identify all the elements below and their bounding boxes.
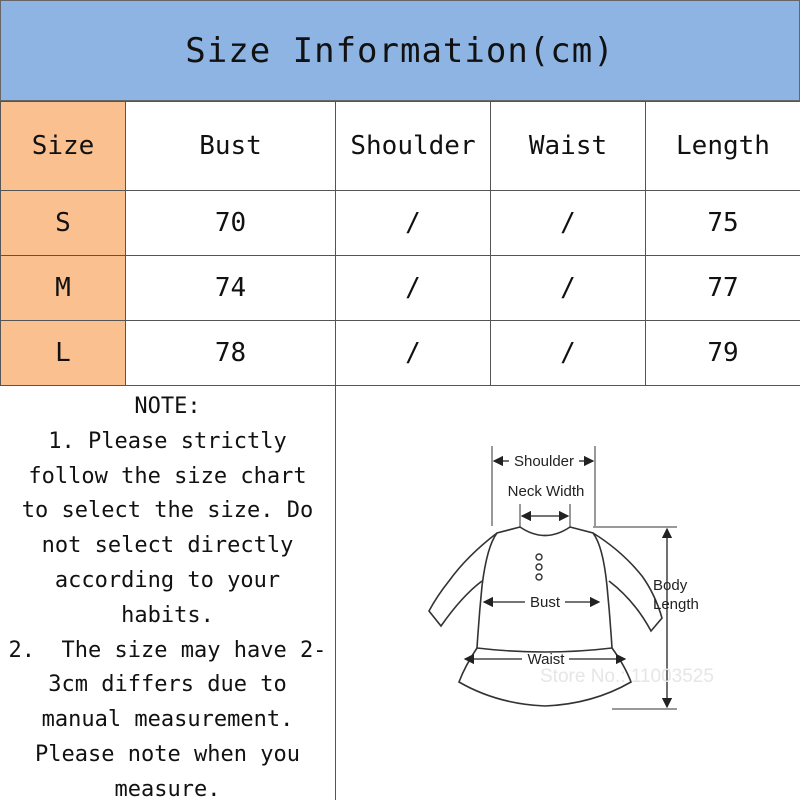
bust-cell: 70 bbox=[126, 191, 336, 256]
waist-cell: / bbox=[491, 321, 646, 386]
note-panel bbox=[0, 386, 336, 800]
size-cell: M bbox=[1, 256, 126, 321]
shoulder-cell: / bbox=[336, 256, 491, 321]
header-length: Length bbox=[646, 102, 800, 191]
note-line: 2. The size may have 2- bbox=[8, 637, 327, 663]
table-header-row bbox=[1, 102, 800, 191]
note-line: manual measurement. bbox=[41, 707, 294, 733]
body-length-label-2: Length bbox=[653, 596, 699, 613]
header-bust: Bust bbox=[126, 102, 336, 191]
waist-cell: / bbox=[491, 191, 646, 256]
size-cell: S bbox=[1, 191, 126, 256]
bust-cell: 78 bbox=[126, 321, 336, 386]
length-cell: 79 bbox=[646, 321, 800, 386]
measurement-diagram bbox=[337, 386, 800, 800]
table-row bbox=[1, 191, 800, 256]
header-waist: Waist bbox=[491, 102, 646, 191]
table-row bbox=[1, 256, 800, 321]
note-line: measure. bbox=[114, 776, 221, 800]
bust-label: Bust bbox=[529, 594, 561, 611]
header-size: Size bbox=[1, 102, 126, 191]
note-line: not select directly bbox=[41, 533, 294, 559]
dress-diagram-svg bbox=[337, 386, 800, 800]
neck-width-label: Neck Width bbox=[507, 483, 585, 500]
table-row bbox=[1, 321, 800, 386]
button-dots-icon bbox=[536, 554, 542, 580]
page-title: Size Information(cm) bbox=[0, 0, 800, 101]
size-cell: L bbox=[1, 321, 126, 386]
bust-cell: 74 bbox=[126, 256, 336, 321]
note-line: follow the size chart bbox=[28, 463, 307, 489]
note-line: habits. bbox=[121, 602, 214, 628]
note-line: according to your bbox=[54, 567, 281, 593]
size-table bbox=[0, 101, 800, 386]
watermark: Store No.: 11003525 bbox=[540, 666, 714, 687]
length-cell: 77 bbox=[646, 256, 800, 321]
header-shoulder: Shoulder bbox=[336, 102, 491, 191]
length-cell: 75 bbox=[646, 191, 800, 256]
note-heading: NOTE: bbox=[134, 394, 201, 419]
note-line: Please note when you bbox=[35, 741, 300, 767]
note-line: 1. Please strictly bbox=[48, 428, 287, 454]
note-line: 3cm differs due to bbox=[48, 672, 287, 698]
body-length-label-1: Body bbox=[653, 577, 688, 594]
waist-cell: / bbox=[491, 256, 646, 321]
note-line: to select the size. Do bbox=[21, 498, 314, 524]
shoulder-cell: / bbox=[336, 191, 491, 256]
shoulder-cell: / bbox=[336, 321, 491, 386]
shoulder-label: Shoulder bbox=[513, 453, 575, 470]
waist-label: Waist bbox=[527, 651, 565, 668]
